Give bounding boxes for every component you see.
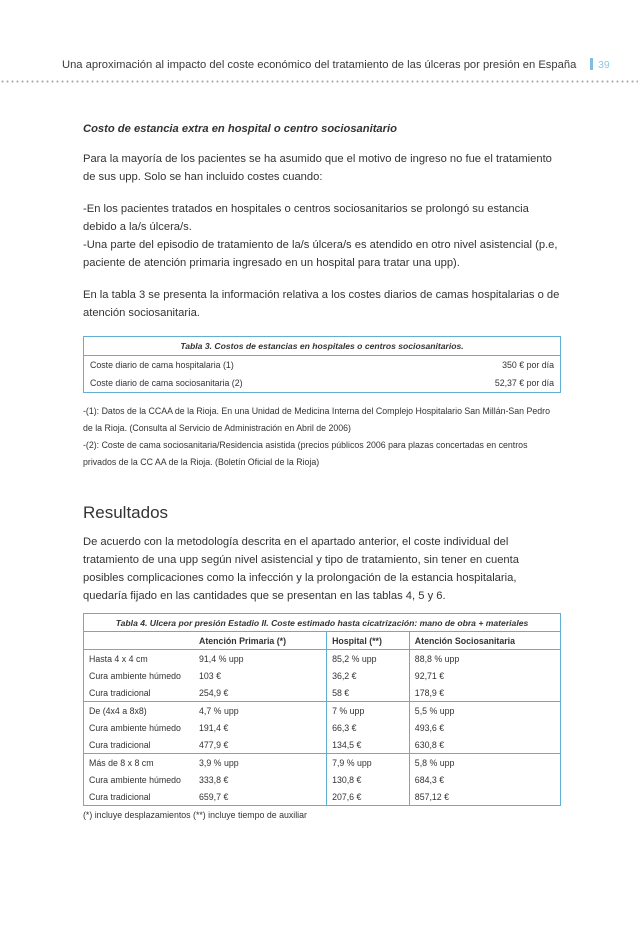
table-cell: Cura ambiente húmedo — [89, 722, 181, 733]
paragraph: Para la mayoría de los pacientes se ha asumido que el motivo de ingreso no fue el tratamiento de sus upp. Solo se han incluido costes cuando: — [83, 153, 552, 183]
table-cell: 5,8 % upp — [409, 754, 560, 772]
table-cell: 134,5 € — [327, 736, 410, 754]
table-cell: Coste diario de cama sociosanitaria (2) — [90, 378, 243, 388]
table-row — [84, 719, 561, 736]
table-cell: Cura ambiente húmedo — [89, 670, 181, 681]
section-subheading: Costo de estancia extra en hospital o centro sociosanitario — [83, 123, 397, 135]
table-cell: 4,7 % upp — [199, 705, 239, 716]
table-cell: 52,37 € por día — [494, 378, 554, 388]
paragraph: -En los pacientes tratados en hospitales o centros sociosanitarios se prolongó su estancia debido a la/s úlcera/s. — [83, 203, 529, 233]
note: -(2): Coste de cama sociosanitaria/Residencia asistida (precios públicos 2006 para plazas concertadas en centros privados de la CC AA de la Rioja. (Boletín Oficial de la Rioja) — [83, 440, 528, 467]
table-3-notes — [83, 403, 561, 471]
table-cell: 36,2 € — [327, 667, 410, 684]
table-cell: De (4x4 a 8x8) — [89, 705, 147, 716]
table-row — [84, 702, 561, 720]
table-cell: Cura tradicional — [84, 684, 195, 702]
table-cell: 85,2 % upp — [327, 650, 410, 668]
running-header: Una aproximación al impacto del coste económico del tratamiento de las úlceras por presión en España — [62, 59, 577, 71]
table-cell: 630,8 € — [409, 736, 560, 754]
table-cell: 477,9 € — [194, 736, 327, 754]
table-cell: 7,9 % upp — [327, 754, 410, 772]
table-cell: 254,9 € — [194, 684, 327, 702]
table-4 — [83, 613, 561, 806]
table-row — [84, 684, 561, 702]
table-cell: 91,4 % upp — [199, 653, 244, 664]
table-4-footnote: (*) incluye desplazamientos (**) incluye tiempo de auxiliar — [83, 810, 307, 820]
table-cell: 3,9 % upp — [199, 757, 239, 768]
table-row — [84, 754, 561, 772]
table-cell: 178,9 € — [409, 684, 560, 702]
table-cell: 207,6 € — [327, 788, 410, 806]
table-row — [84, 736, 561, 754]
page-marker-bar — [590, 58, 593, 70]
table-cell: 66,3 € — [327, 719, 410, 736]
table-4-body — [84, 650, 561, 806]
table-cell: Cura ambiente húmedo — [89, 774, 181, 785]
table-cell: 493,6 € — [409, 719, 560, 736]
column-header: Atención Sociosanitaria — [409, 632, 560, 650]
table-cell: 350 € por día — [502, 360, 554, 370]
table-cell: 684,3 € — [409, 771, 560, 788]
table-cell: Cura tradicional — [84, 736, 195, 754]
dotted-divider — [0, 80, 638, 83]
table-row — [84, 650, 561, 668]
table-3-caption: Tabla 3. Costos de estancias en hospitales o centros sociosanitarios. — [84, 337, 561, 356]
table-4-caption: Tabla 4. Ulcera por presión Estadio II. Coste estimado hasta cicatrización: mano de obra + materiales — [84, 614, 561, 632]
column-header — [84, 632, 195, 650]
page-number: 39 — [598, 59, 610, 71]
table-cell: 88,8 % upp — [409, 650, 560, 668]
table-cell: 191,4 € — [199, 722, 229, 733]
table-row — [84, 771, 561, 788]
table-cell: Hasta 4 x 4 cm — [89, 653, 148, 664]
results-heading: Resultados — [83, 503, 169, 522]
table-row — [84, 374, 561, 393]
paragraph: -Una parte del episodio de tratamiento de la/s úlcera/s es atendido en otro nivel asistencial (p.e, paciente de atención primaria ingresado en un hospital para tratar una upp). — [83, 239, 558, 269]
table-cell: 5,5 % upp — [409, 702, 560, 720]
table-cell: 659,7 € — [199, 791, 229, 802]
table-cell: Coste diario de cama hospitalaria (1) — [90, 360, 234, 370]
table-cell: 333,8 € — [199, 774, 229, 785]
table-cell: 92,71 € — [409, 667, 560, 684]
table-cell: 130,8 € — [327, 771, 410, 788]
table-3 — [83, 336, 561, 393]
table-row — [84, 788, 561, 806]
table-cell: 103 € — [199, 670, 222, 681]
table-row — [84, 667, 561, 684]
paragraph: De acuerdo con la metodología descrita en el apartado anterior, el coste individual del tratamiento de una upp según nivel asistencial y tipo de tratamiento, sin tener en cuenta posibles complicaciones como la infección y la prolongación de la estancia hospitalaria, quedaría fijado en las cantidades que se presentan en las tablas 4, 5 y 6. — [83, 536, 519, 602]
column-header: Hospital (**) — [327, 632, 410, 650]
page-content — [83, 123, 561, 820]
table-cell: Cura tradicional — [89, 791, 151, 802]
table-cell: 857,12 € — [409, 788, 560, 806]
table-cell: Más de 8 x 8 cm — [89, 757, 154, 768]
note: -(1): Datos de la CCAA de la Rioja. En una Unidad de Medicina Interna del Complejo Hospitalario San Millán-San Pedro de la Rioja. (Consulta al Servicio de Administración en Abril de 2006) — [83, 406, 550, 433]
paragraph: En la tabla 3 se presenta la información relativa a los costes diarios de camas hospitalarias o de atención sociosanitaria. — [83, 289, 560, 319]
table-row — [84, 356, 561, 375]
table-cell: 58 € — [327, 684, 410, 702]
table-cell: 7 % upp — [327, 702, 410, 720]
column-header: Atención Primaria (*) — [194, 632, 327, 650]
